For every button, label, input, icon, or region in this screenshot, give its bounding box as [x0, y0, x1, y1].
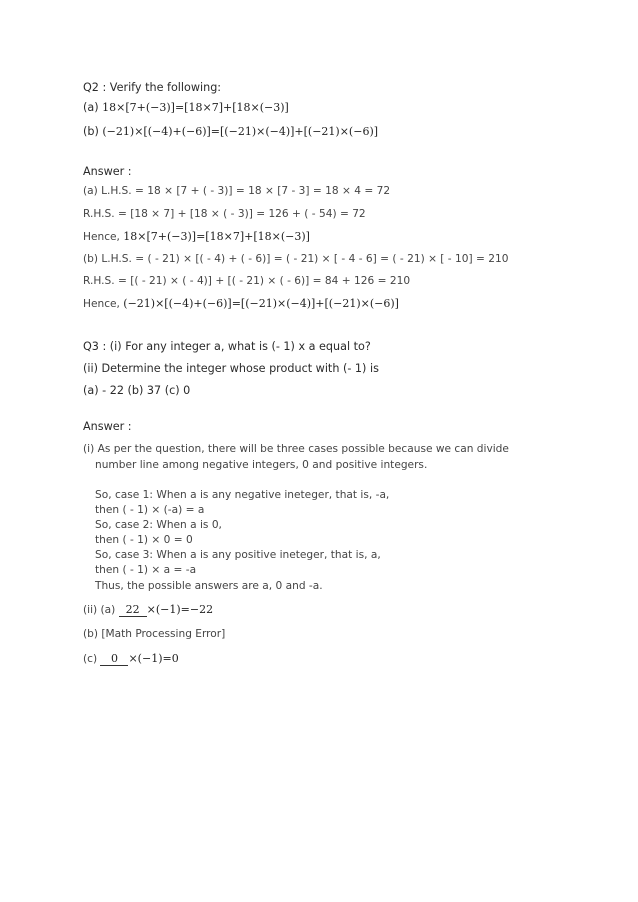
q2-a-expression: 18×[7+(−3)]=[18×7]+[18×(−3)]	[102, 101, 289, 114]
q3-ii-a-blank: 22	[119, 603, 147, 617]
q2-part-b	[83, 125, 378, 138]
q2-a-hence-label: Hence,	[83, 231, 124, 243]
q2-answer-label: Answer :	[83, 165, 132, 178]
q2-b-hence-expression: (−21)×[(−4)+(−6)]=[(−21)×(−4)]+[(−21)×(−6)]	[123, 297, 399, 310]
q2-b-hence-label: Hence,	[83, 298, 124, 310]
q2-a-hence-expression: 18×[7+(−3)]=[18×7]+[18×(−3)]	[123, 230, 310, 243]
q3-case-line: then ( - 1) × (-a) = a	[95, 504, 205, 516]
q2-a-rhs: R.H.S. = [18 × 7] + [18 × ( - 3)] = 126 + ( - 54) = 72	[83, 208, 366, 220]
q3-ii-a	[83, 603, 213, 617]
q3-case-line: So, case 1: When a is any negative ineteger, that is, -a,	[95, 489, 390, 501]
q2-b-label: (b)	[83, 125, 103, 138]
q3-case-line: So, case 2: When a is 0,	[95, 519, 222, 531]
q3-paragraph-line-1: (i) As per the question, there will be three cases possible because we can divide	[83, 443, 509, 455]
q2-b-expression: (−21)×[(−4)+(−6)]=[(−21)×(−4)]+[(−21)×(−6)]	[102, 125, 379, 138]
q3-ii-b: (b) [Math Processing Error]	[83, 628, 226, 640]
q3-paragraph-line-2: number line among negative integers, 0 and positive integers.	[95, 459, 428, 471]
q3-case-line: then ( - 1) × 0 = 0	[95, 534, 193, 546]
q2-heading: Q2 : Verify the following:	[83, 81, 222, 94]
q3-ii-c-label: (c)	[83, 653, 101, 665]
q2-b-lhs: (b) L.H.S. = ( - 21) × [( - 4) + ( - 6)] = ( - 21) × [ - 4 - 6] = ( - 21) × [ - 10] = 210	[83, 253, 509, 265]
q3-ii-c	[83, 652, 179, 666]
q3-ii-c-expression: ×(−1)=0	[128, 652, 179, 665]
q3-case-line: then ( - 1) × a = -a	[95, 564, 197, 576]
q2-a-lhs: (a) L.H.S. = 18 × [7 + ( - 3)] = 18 × [7 - 3] = 18 × 4 = 72	[83, 185, 391, 197]
q3-ii-c-blank: 0	[100, 652, 128, 666]
q2-a-label: (a)	[83, 101, 103, 114]
q2-a-hence	[83, 230, 310, 243]
q2-b-rhs: R.H.S. = [( - 21) × ( - 4)] + [( - 21) × ( - 6)] = 84 + 126 = 210	[83, 275, 411, 287]
q3-heading-options: (a) - 22 (b) 37 (c) 0	[83, 384, 191, 397]
q3-answer-label: Answer :	[83, 420, 132, 433]
q3-ii-a-expression: ×(−1)=−22	[146, 603, 214, 616]
q2-part-a	[83, 101, 289, 114]
q3-case-line: So, case 3: When a is any positive ineteger, that is, a,	[95, 549, 381, 561]
q3-case-line: Thus, the possible answers are a, 0 and -a.	[95, 580, 323, 592]
q3-heading-ii: (ii) Determine the integer whose product with (- 1) is	[83, 362, 379, 375]
q2-b-hence	[83, 297, 399, 310]
q3-heading-i: Q3 : (i) For any integer a, what is (- 1) x a equal to?	[83, 340, 371, 353]
q3-ii-a-label: (ii) (a)	[83, 604, 119, 616]
